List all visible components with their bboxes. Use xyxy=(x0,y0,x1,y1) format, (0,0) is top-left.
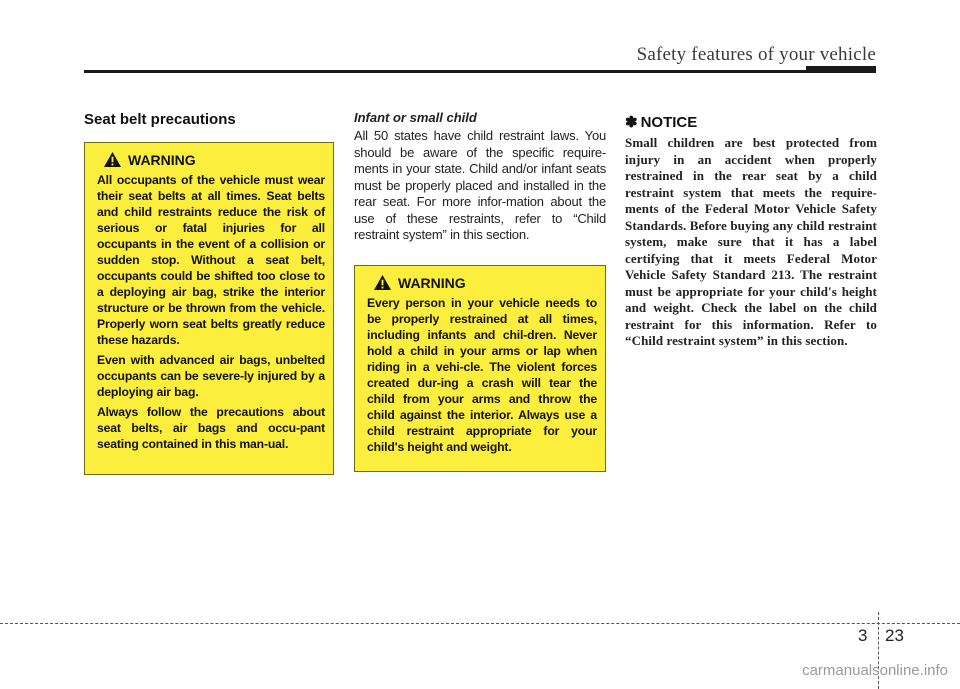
warning-header xyxy=(97,151,325,168)
column-notice xyxy=(625,108,877,350)
watermark: carmanualsonline.info xyxy=(802,662,948,679)
warning-header xyxy=(367,274,597,291)
body-text: All 50 states have child restraint laws. You should be aware of the specific require-ments in your state. Child and/or infant seats must be properly placed and installed in the rear seat. For more infor-mation about the use of these restraints, refer to “Child restraint system” in this section. xyxy=(354,128,606,242)
column-seat-belt-precautions xyxy=(84,108,334,475)
chapter-number: 3 xyxy=(858,626,868,645)
column-infant-small-child xyxy=(354,108,606,454)
warning-paragraph: Always follow the precautions about seat belts, air bags and occu-pant seating contained in this man-ual. xyxy=(97,405,325,451)
header-rule xyxy=(84,70,806,73)
section-heading: Seat belt precautions xyxy=(84,111,236,128)
warning-box xyxy=(354,265,606,472)
header-bar xyxy=(806,66,876,73)
page-header-title: Safety features of your vehicle xyxy=(636,44,876,65)
warning-paragraph: Every person in your vehicle needs to be properly restrained at all times, including infants and chil-dren. Never hold a child in your arms or lap when riding in a vehi-cle. The violent forces created dur-ing a crash will tear the child from your arms and throw the child against the interior. Always use a child restraint appropriate for your child's height and weight. xyxy=(367,296,597,454)
notice-text: Small children are best protected from injury in an accident when properly restrained in the rear seat by a child restraint system that meets the require-ments of the Federal Motor Vehicle Safety Standards. Before buying any child restraint system, make sure that it has a label certifying that it meets Federal Motor Vehicle Safety Standard 213. The restraint must be appropriate for your child's height and weight. Check the label on the child restraint for this information. Refer to “Child restraint system” in this section. xyxy=(625,135,877,348)
footer-rule xyxy=(0,623,960,624)
warning-triangle-icon xyxy=(103,151,122,168)
warning-title: WARNING xyxy=(128,151,196,168)
notice-symbol-icon: ✽ xyxy=(625,114,638,131)
notice-heading xyxy=(625,113,877,131)
warning-triangle-icon xyxy=(373,274,392,291)
sub-heading: Infant or small child xyxy=(354,110,477,125)
warning-box xyxy=(84,142,334,475)
warning-paragraph: Even with advanced air bags, unbelted occupants can be severe-ly injured by a deploying air bag. xyxy=(97,353,325,399)
warning-paragraph: All occupants of the vehicle must wear their seat belts at all times. Seat belts and child restraints reduce the risk of serious or fatal injuries for all occupants in the event of a collision or sudden stop. Without a seat belt, occupants could be shifted too close to a deploying air bag, strike the interior structure or be thrown from the vehicle. Properly worn seat belts greatly reduce these hazards. xyxy=(97,173,325,347)
warning-title: WARNING xyxy=(398,274,466,291)
notice-title: NOTICE xyxy=(640,113,698,131)
page-number: 23 xyxy=(885,626,904,645)
